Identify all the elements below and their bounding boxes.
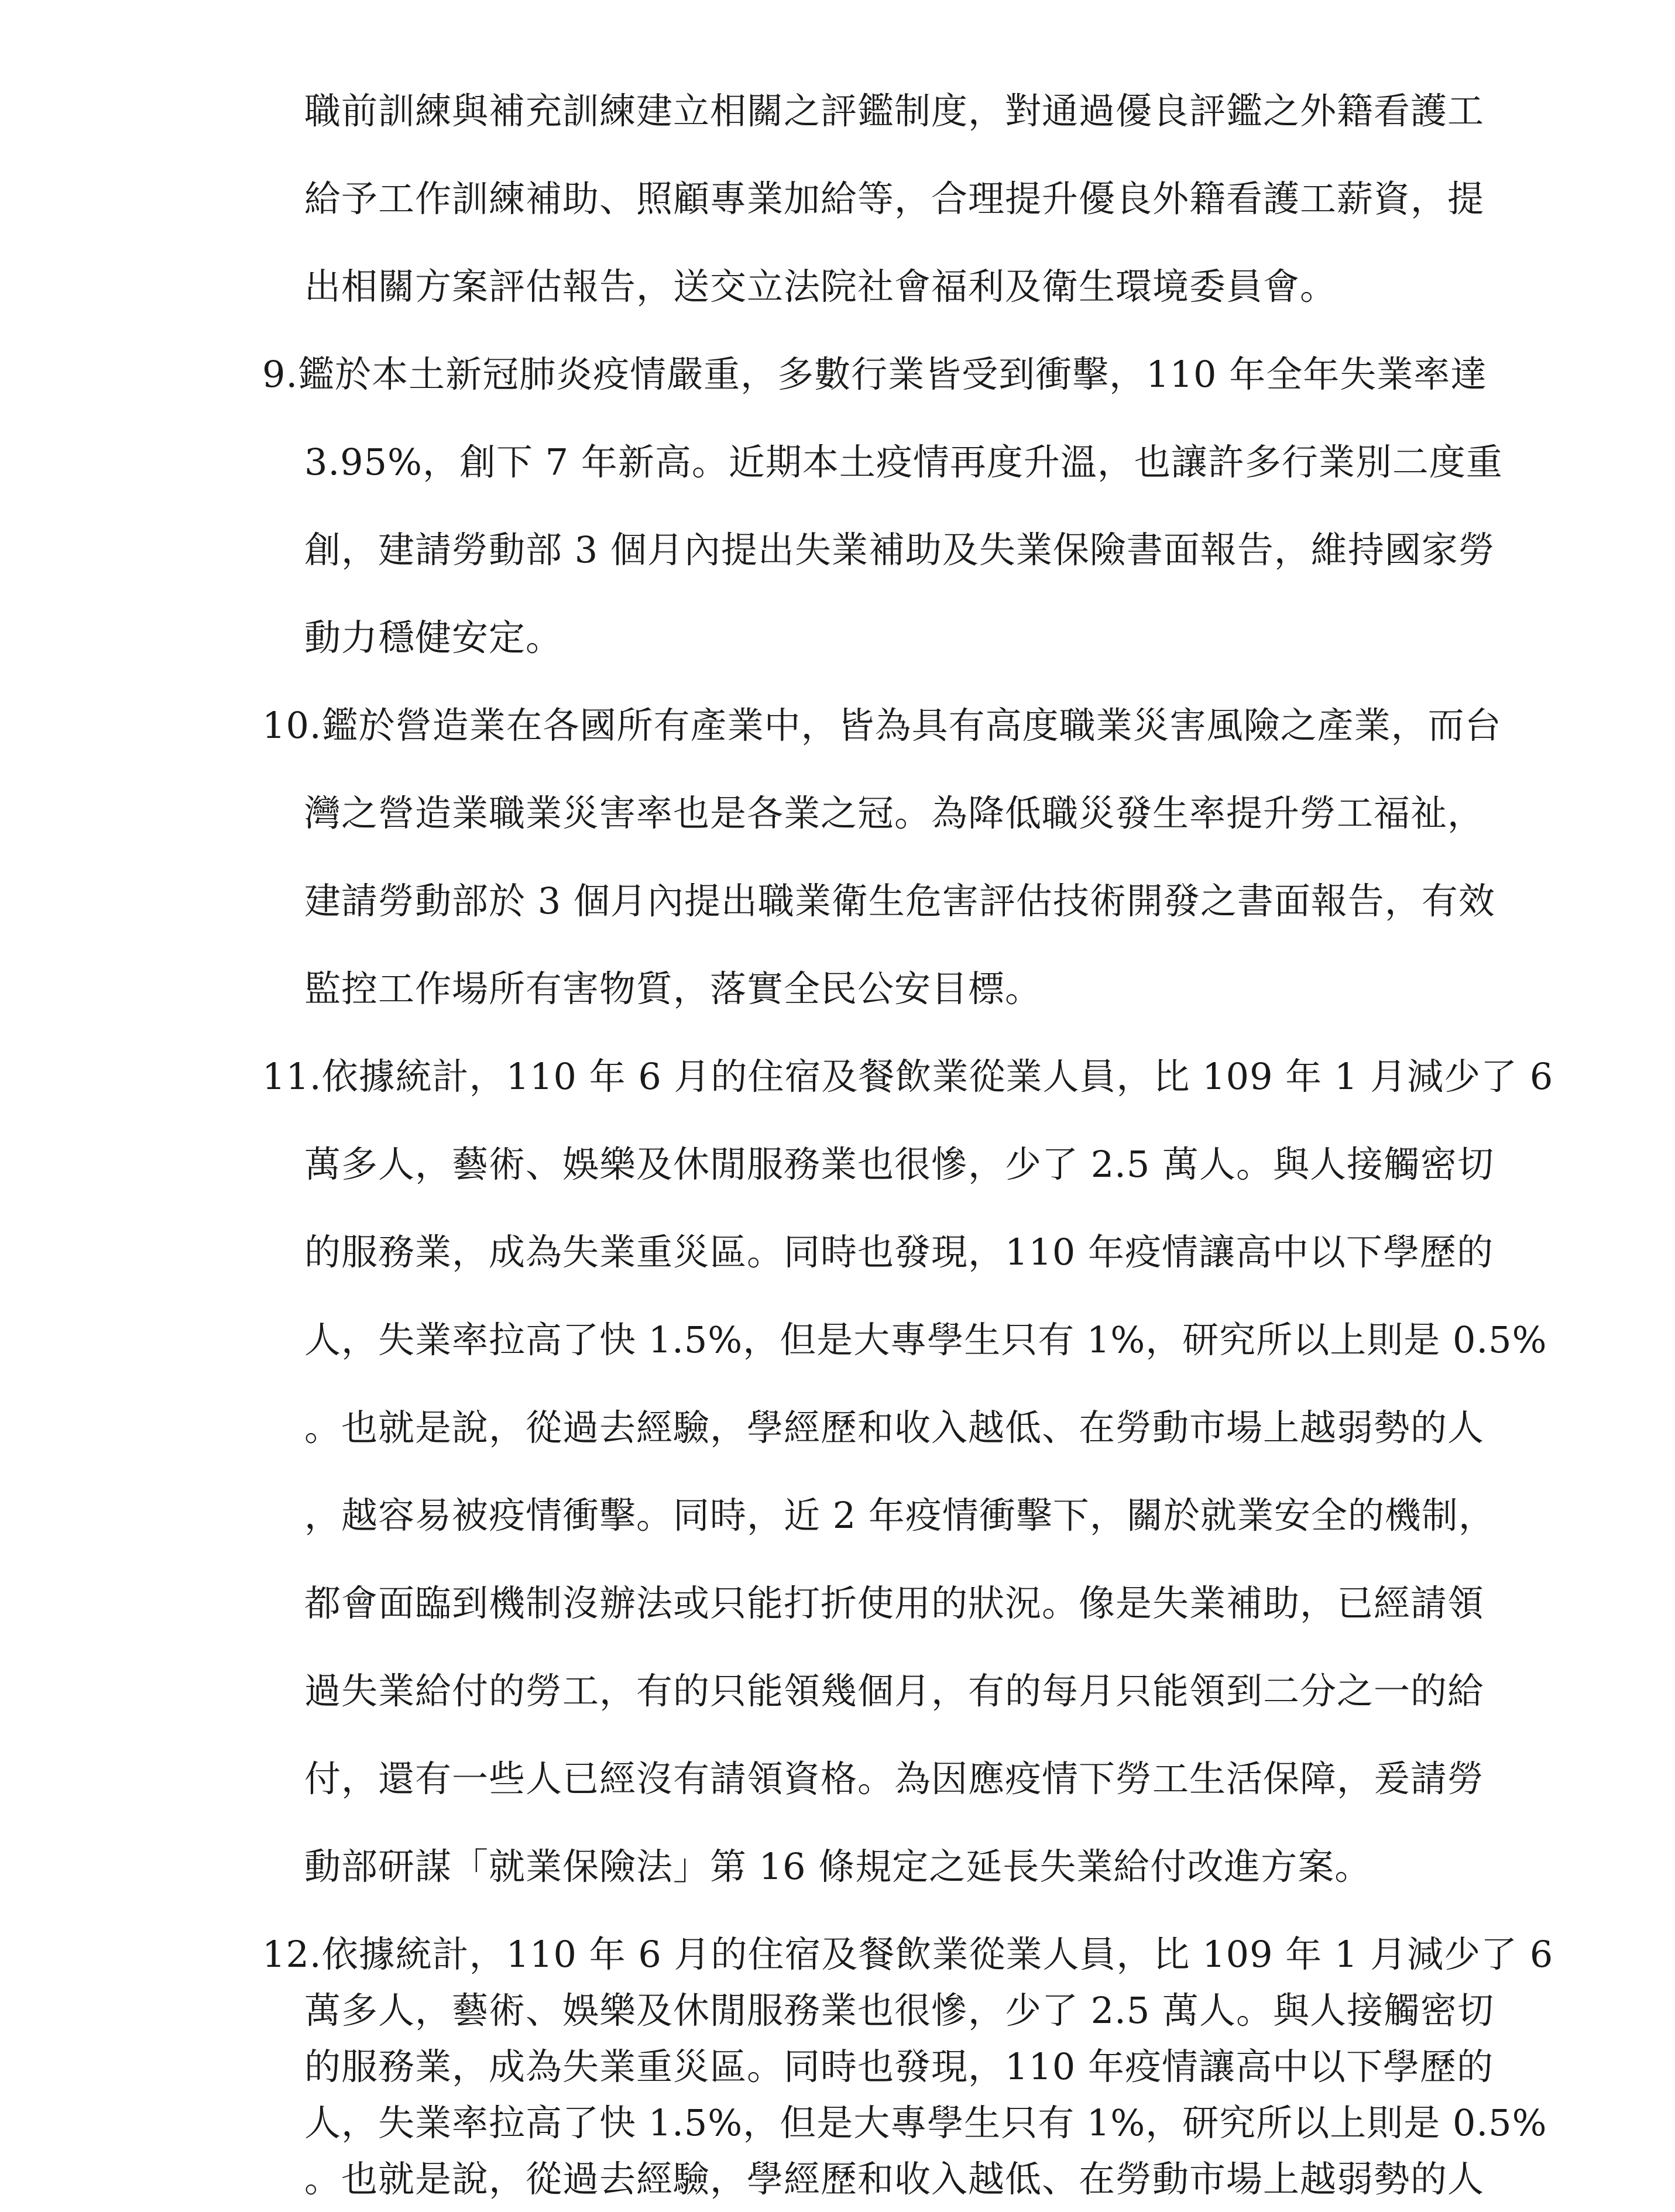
item-12-line-4: 人，失業率拉高了快 1.5%，但是大專學生只有 1%，研究所以上則是 0.5% xyxy=(304,2101,1547,2144)
item-10-line-4: 監控工作場所有害物質，落實全民公安目標。 xyxy=(304,967,1042,1010)
item-11-first-line xyxy=(262,1053,1553,1100)
item-11-line-9: 付，還有一些人已經沒有請領資格。為因應疫情下勞工生活保障，爰請勞 xyxy=(304,1757,1485,1800)
item-12-line-2: 萬多人，藝術、娛樂及休閒服務業也很慘，少了 2.5 萬人。與人接觸密切 xyxy=(304,1989,1495,2032)
item-10-line-2: 灣之營造業職業災害率也是各業之冠。為降低職災發生率提升勞工福祉， xyxy=(304,792,1485,834)
item-number: 12. xyxy=(262,1933,322,1976)
item-10-first-line xyxy=(262,702,1502,749)
item-9-first-line xyxy=(262,351,1487,398)
item-11-line-8: 過失業給付的勞工，有的只能領幾個月，有的每月只能領到二分之一的給 xyxy=(304,1670,1485,1712)
intro-line-3: 出相關方案評估報告，送交立法院社會福利及衛生環境委員會。 xyxy=(304,265,1337,308)
intro-line-1: 職前訓練與補充訓練建立相關之評鑑制度，對通過優良評鑑之外籍看護工 xyxy=(304,90,1485,132)
item-9-line-2: 3.95%，創下 7 年新高。近期本土疫情再度升溫，也讓許多行業別二度重 xyxy=(304,441,1503,483)
item-11-line-3: 的服務業，成為失業重災區。同時也發現，110 年疫情讓高中以下學歷的 xyxy=(304,1231,1494,1273)
item-12-first-line xyxy=(262,1931,1553,1978)
item-number: 11. xyxy=(262,1055,322,1098)
item-text: 依據統計，110 年 6 月的住宿及餐飲業從業人員，比 109 年 1 月減少了 6 xyxy=(321,1933,1554,1976)
item-number: 10. xyxy=(262,704,322,747)
item-number: 9. xyxy=(262,353,298,396)
item-text: 鑑於營造業在各國所有產業中，皆為具有高度職業災害風險之產業，而台 xyxy=(321,704,1502,747)
item-11-line-10: 動部研謀「就業保險法」第 16 條規定之延長失業給付改進方案。 xyxy=(304,1845,1372,1888)
item-11-line-6: ，越容易被疫情衝擊。同時，近 2 年疫情衝擊下，關於就業安全的機制， xyxy=(304,1494,1495,1537)
item-text: 依據統計，110 年 6 月的住宿及餐飲業從業人員，比 109 年 1 月減少了 6 xyxy=(321,1055,1554,1098)
intro-line-2: 給予工作訓練補助、照顧專業加給等，合理提升優良外籍看護工薪資，提 xyxy=(304,177,1485,220)
item-12-line-3: 的服務業，成為失業重災區。同時也發現，110 年疫情讓高中以下學歷的 xyxy=(304,2045,1494,2088)
item-9-line-4: 動力穩健安定。 xyxy=(304,616,563,659)
item-12-line-5: 。也就是說，從過去經驗，學經歷和收入越低、在勞動市場上越弱勢的人 xyxy=(304,2158,1485,2200)
item-11-line-7: 都會面臨到機制沒辦法或只能打折使用的狀況。像是失業補助，已經請領 xyxy=(304,1582,1485,1624)
item-11-line-4: 人，失業率拉高了快 1.5%，但是大專學生只有 1%，研究所以上則是 0.5% xyxy=(304,1318,1547,1361)
item-11-line-2: 萬多人，藝術、娛樂及休閒服務業也很慘，少了 2.5 萬人。與人接觸密切 xyxy=(304,1143,1495,1186)
item-text: 鑑於本土新冠肺炎疫情嚴重，多數行業皆受到衝擊，110 年全年失業率達 xyxy=(298,353,1488,396)
item-9-line-3: 創，建請勞動部 3 個月內提出失業補助及失業保險書面報告，維持國家勞 xyxy=(304,528,1495,571)
item-11-line-5: 。也就是說，從過去經驗，學經歷和收入越低、在勞動市場上越弱勢的人 xyxy=(304,1406,1485,1449)
item-10-line-3: 建請勞動部於 3 個月內提出職業衛生危害評估技術開發之書面報告，有效 xyxy=(304,880,1495,922)
